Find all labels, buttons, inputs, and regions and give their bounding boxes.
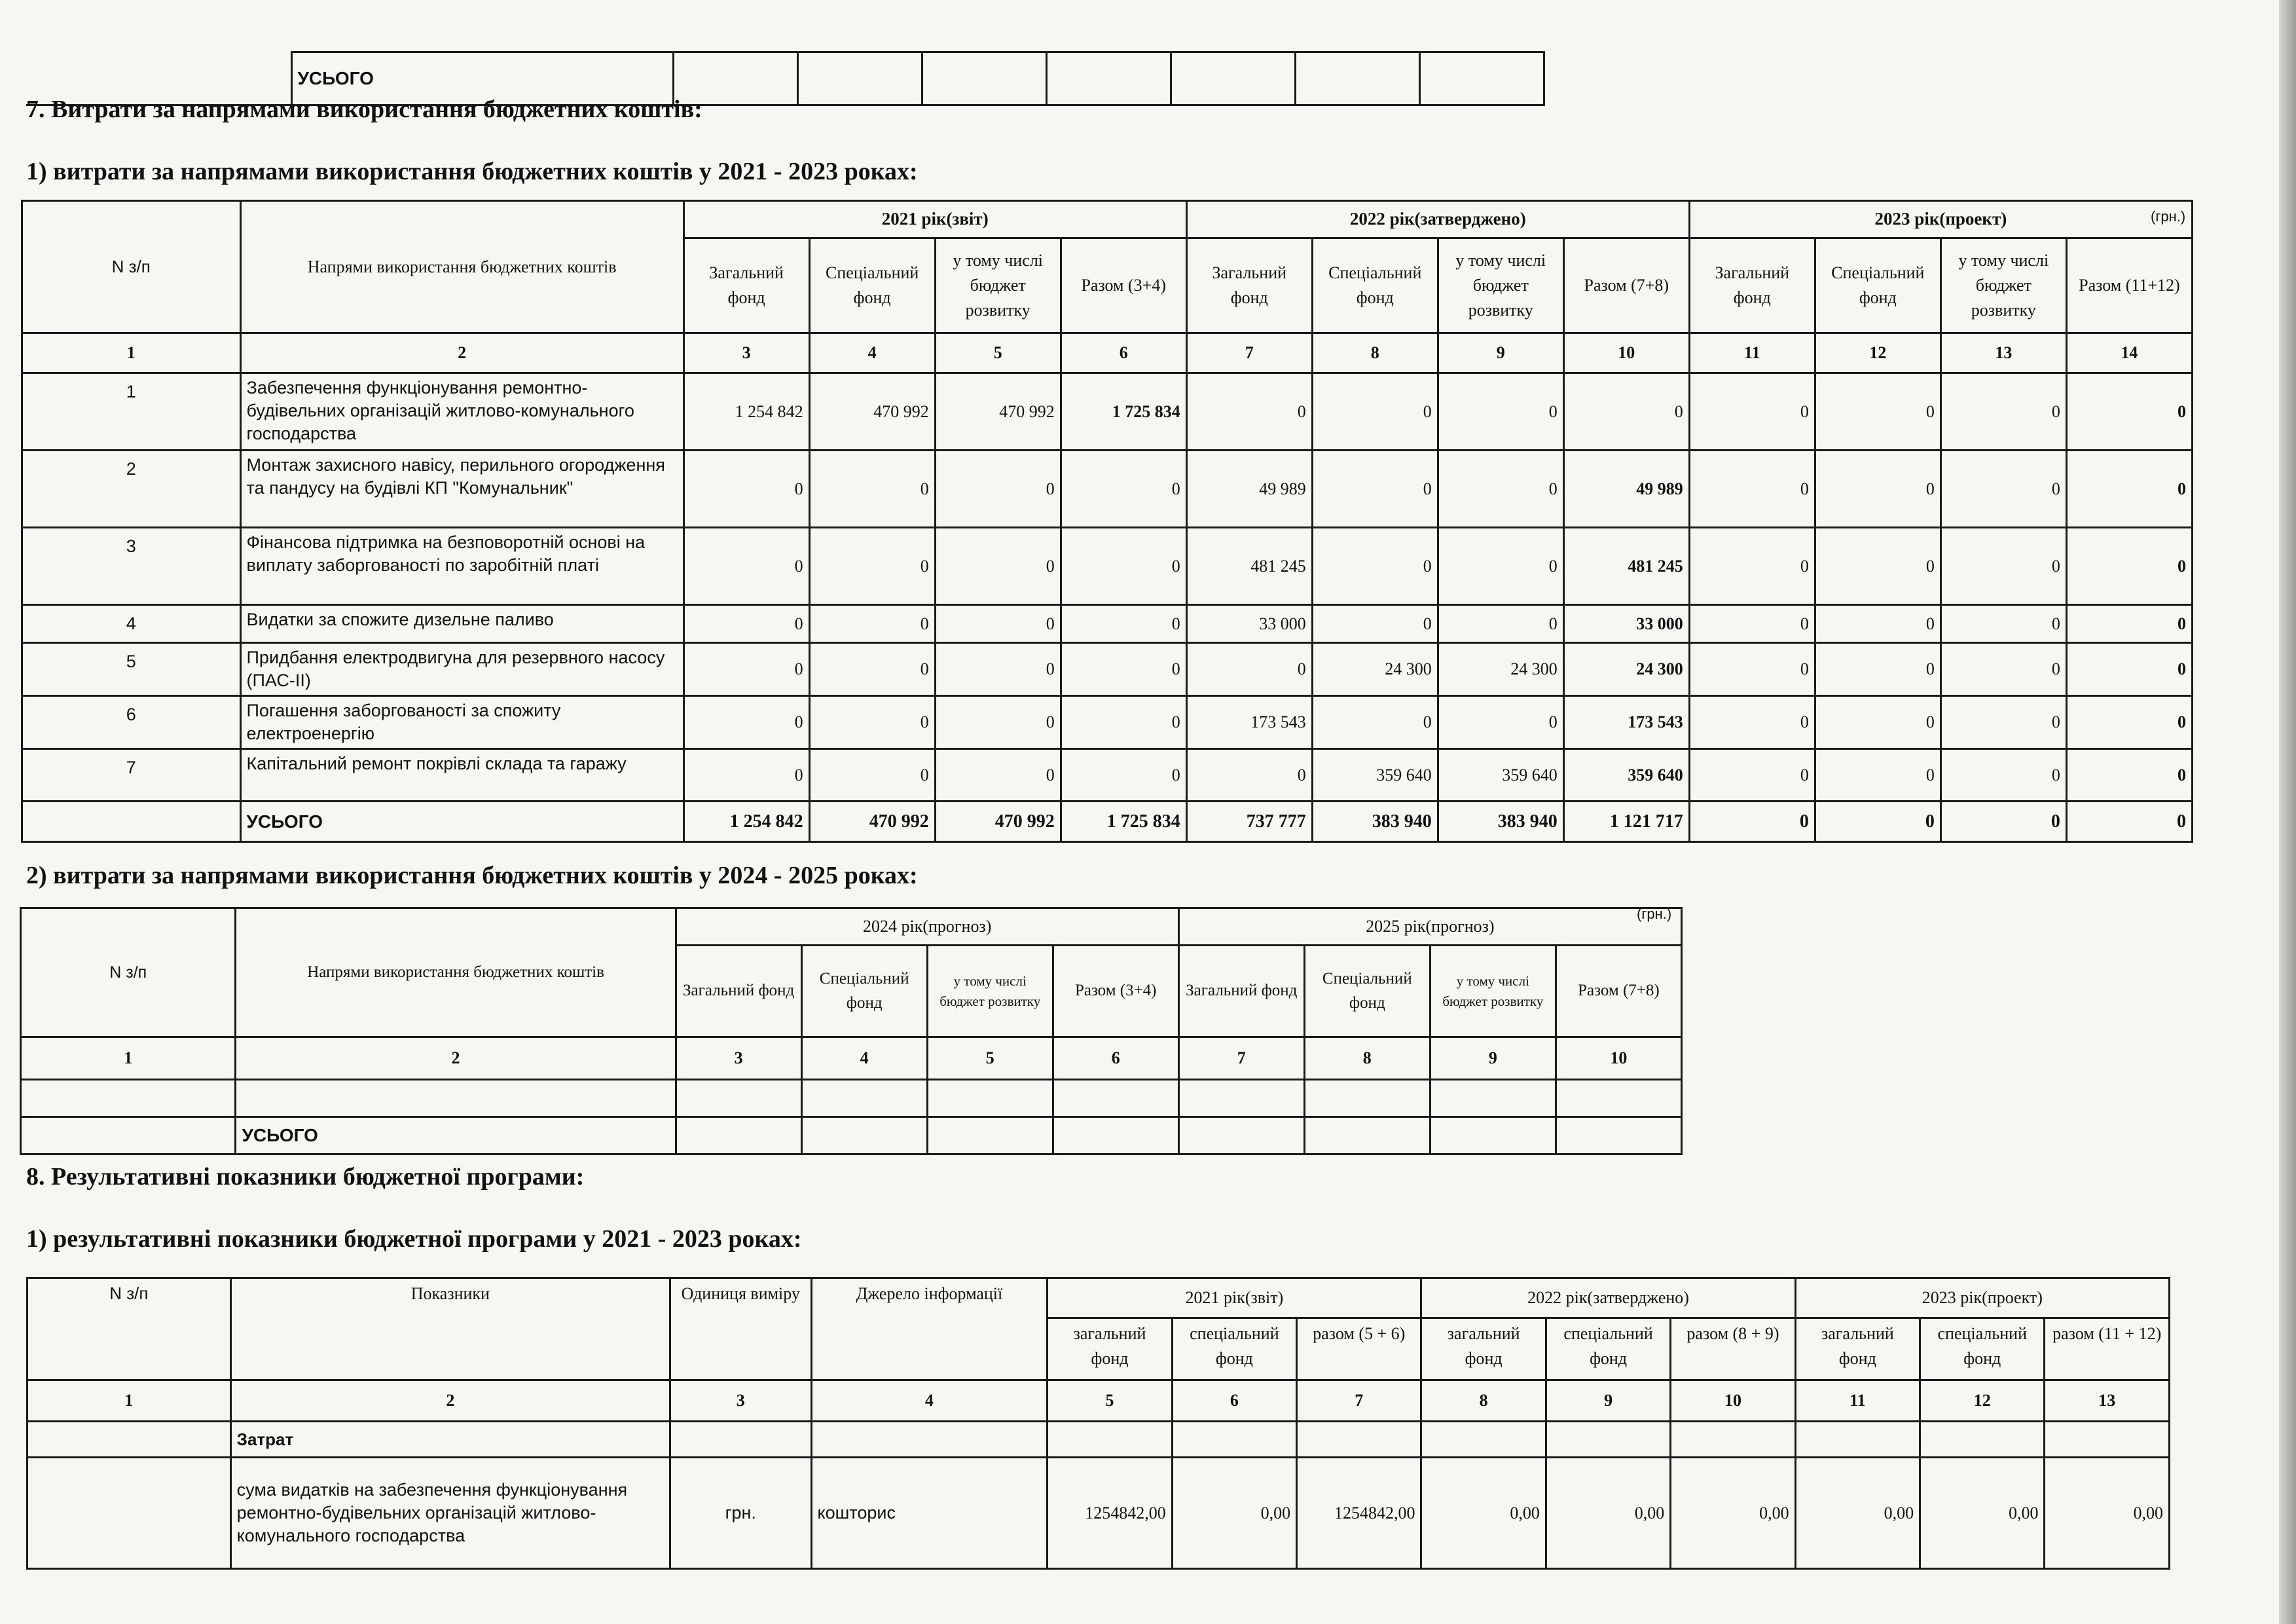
expenditures-2021-2023-table <box>21 200 2193 843</box>
value-cell: 1 254 842 <box>683 373 809 451</box>
value-cell: 481 245 <box>1563 528 1689 605</box>
value-cell: 0 <box>1061 605 1186 643</box>
subheader: спеціальний фонд <box>1172 1318 1296 1380</box>
value-cell: 0 <box>1941 373 2066 451</box>
section-8-1-title: 1) результативні показники бюджетної програми у 2021 - 2023 роках: <box>26 1225 802 1253</box>
subheader: загальний фонд <box>1795 1318 1920 1380</box>
value-cell: 0 <box>809 749 935 802</box>
value-cell: 0 <box>1815 749 1941 802</box>
value-cell: 0 <box>1689 696 1815 749</box>
indicator-name: сума видатків на забезпечення функціонування ремонтно-будівельних організацій житлово-комунального господарства <box>230 1458 670 1569</box>
col-indicator-header: Показники <box>230 1278 670 1380</box>
subheader: Загальний фонд <box>1689 238 1815 333</box>
row-number: 1 <box>22 373 241 451</box>
subheader: Спеціальний фонд <box>809 238 935 333</box>
value-cell: 0 <box>683 643 809 696</box>
value-cell: 0 <box>1815 373 1941 451</box>
direction-name: Видатки за спожите дизельне паливо <box>240 605 683 643</box>
value-cell: 0 <box>1815 605 1941 643</box>
value-cell: 0 <box>1563 373 1689 451</box>
value-cell: 0 <box>1186 373 1312 451</box>
subheader: Загальний фонд <box>683 238 809 333</box>
value-cell: 359 640 <box>1312 749 1438 802</box>
table-total-row: УСЬОГО 1 254 842 470 992 470 992 1 725 834 737 777 383 940 383 940 1 121 717 0 0 0 0 <box>22 802 2193 842</box>
subheader: загальний фонд <box>1421 1318 1546 1380</box>
value-cell: 0 <box>683 528 809 605</box>
value-cell: 0 <box>1815 528 1941 605</box>
page-edge-shadow <box>2279 0 2296 1624</box>
row-number: 5 <box>22 643 241 696</box>
value-cell: 0 <box>1061 451 1186 528</box>
value-cell: 0 <box>1815 451 1941 528</box>
value-cell: 0 <box>1438 696 1563 749</box>
value-cell: 0 <box>1941 605 2066 643</box>
value-cell: 24 300 <box>1563 643 1689 696</box>
indicator-unit: грн. <box>670 1458 811 1569</box>
value-cell: 0 <box>935 696 1061 749</box>
value-cell: 0 <box>935 605 1061 643</box>
table-row <box>21 1080 1682 1117</box>
value-cell: 24 300 <box>1438 643 1563 696</box>
performance-indicators-2021-2023-table <box>26 1277 2170 1570</box>
subheader: у тому числі бюджет розвитку <box>1941 238 2066 333</box>
expenditures-2024-2025-table <box>20 907 1683 1155</box>
subheader: спеціальний фонд <box>1920 1318 2045 1380</box>
subheader: у тому числі бюджет розвитку <box>1438 238 1563 333</box>
table-row <box>22 696 2193 749</box>
value-cell: 0 <box>809 528 935 605</box>
value-cell: 0 <box>2066 605 2192 643</box>
value-cell: 0 <box>1312 373 1438 451</box>
category-label: Затрат <box>230 1422 670 1458</box>
value-cell: 0 <box>1689 528 1815 605</box>
value-cell: 359 640 <box>1438 749 1563 802</box>
value-cell: 33 000 <box>1186 605 1312 643</box>
value-cell: 0 <box>1815 696 1941 749</box>
year-header-2025: 2025 рік(прогноз) <box>1178 908 1681 946</box>
section-8-title: 8. Результативні показники бюджетної програми: <box>26 1163 585 1190</box>
subheader: спеціальний фонд <box>1546 1318 1670 1380</box>
year-header-2024: 2024 рік(прогноз) <box>676 908 1178 946</box>
value-cell: 0 <box>935 528 1061 605</box>
value-cell: 470 992 <box>935 373 1061 451</box>
value-cell: 0 <box>1941 643 2066 696</box>
value-cell: 0 <box>2066 749 2192 802</box>
value-cell: 0 <box>1689 373 1815 451</box>
direction-name: Фінансова підтримка на безповоротній основі на виплату заборгованості по заробітній платі <box>240 528 683 605</box>
value-cell: 0 <box>935 749 1061 802</box>
year-header-2021: 2021 рік(звіт) <box>683 201 1186 238</box>
year-header-2021: 2021 рік(звіт) <box>1048 1278 1421 1318</box>
subheader: Разом (3+4) <box>1053 946 1178 1037</box>
value-cell: 0 <box>1941 749 2066 802</box>
row-number: 3 <box>22 528 241 605</box>
subheader: Спеціальний фонд <box>801 946 927 1037</box>
unit-label-table1: (грн.) <box>2151 208 2186 225</box>
table-row <box>22 605 2193 643</box>
col-n-header: N з/п <box>21 908 236 1037</box>
value-cell: 0 <box>2066 451 2192 528</box>
subheader: Разом (7+8) <box>1563 238 1689 333</box>
section-7-1-title: 1) витрати за напрямами використання бюджетних коштів у 2021 - 2023 роках: <box>26 158 918 185</box>
top-total-label: УСЬОГО <box>291 52 673 105</box>
value-cell: 0 <box>2066 643 2192 696</box>
value-cell: 0 <box>1061 749 1186 802</box>
row-number: 7 <box>22 749 241 802</box>
value-cell: 470 992 <box>809 373 935 451</box>
value-cell: 24 300 <box>1312 643 1438 696</box>
value-cell: 0 <box>1312 451 1438 528</box>
value-cell: 481 245 <box>1186 528 1312 605</box>
col-direction-header: Напрями використання бюджетних коштів <box>236 908 676 1037</box>
value-cell: 0 <box>1438 373 1563 451</box>
value-cell: 49 989 <box>1563 451 1689 528</box>
value-cell: 0 <box>1941 696 2066 749</box>
value-cell: 0 <box>1689 643 1815 696</box>
table-row <box>22 451 2193 528</box>
direction-name: Монтаж захисного навісу, перильного огородження та пандусу на будівлі КП "Комунальник" <box>240 451 683 528</box>
value-cell: 0 <box>1438 605 1563 643</box>
column-index-row: 1 2 3 4 5 6 7 8 9 10 11 12 13 14 <box>22 333 2193 373</box>
col-n-header: N з/п <box>27 1278 231 1380</box>
subheader: Спеціальний фонд <box>1815 238 1941 333</box>
direction-name: Придбання електродвигуна для резервного насосу (ПАС-ІІ) <box>240 643 683 696</box>
value-cell: 0 <box>1941 528 2066 605</box>
category-row <box>27 1422 2170 1458</box>
section-7-2-title: 2) витрати за напрямами використання бюджетних коштів у 2024 - 2025 роках: <box>26 862 918 889</box>
subheader: у тому числі бюджет розвитку <box>1430 946 1556 1037</box>
col-source-header: Джерело інформації <box>811 1278 1048 1380</box>
value-cell: 0 <box>2066 528 2192 605</box>
subheader: Спеціальний фонд <box>1304 946 1430 1037</box>
year-header-2023: 2023 рік(проект) <box>1689 201 2192 238</box>
value-cell: 0 <box>683 605 809 643</box>
subheader: у тому числі бюджет розвитку <box>927 946 1053 1037</box>
value-cell: 0 <box>1689 749 1815 802</box>
total-label: УСЬОГО <box>236 1117 676 1154</box>
value-cell: 1 725 834 <box>1061 373 1186 451</box>
subheader: Загальний фонд <box>676 946 801 1037</box>
total-label: УСЬОГО <box>240 802 683 842</box>
value-cell: 0 <box>683 696 809 749</box>
value-cell: 49 989 <box>1186 451 1312 528</box>
value-cell: 0 <box>809 696 935 749</box>
table-row <box>22 643 2193 696</box>
value-cell: 0 <box>809 643 935 696</box>
column-index-row: 1 2 3 4 5 6 7 8 9 10 11 12 13 <box>27 1380 2170 1422</box>
direction-name: Капітальний ремонт покрівлі склада та гаражу <box>240 749 683 802</box>
value-cell: 359 640 <box>1563 749 1689 802</box>
year-header-2022: 2022 рік(затверджено) <box>1421 1278 1795 1318</box>
table-row: сума видатків на забезпечення функціонування ремонтно-будівельних організацій житлово-комунального господарства грн. кошторис 1254842,00 0,00 1254842,00 0,00 0,00 0,00 0,00 0,00 0,00 <box>27 1458 2170 1569</box>
subheader: Загальний фонд <box>1178 946 1304 1037</box>
value-cell: 173 543 <box>1563 696 1689 749</box>
value-cell: 0 <box>935 451 1061 528</box>
subheader: у тому числі бюджет розвитку <box>935 238 1061 333</box>
value-cell: 0 <box>1438 451 1563 528</box>
value-cell: 0 <box>809 605 935 643</box>
subheader: разом (11 + 12) <box>2045 1318 2170 1380</box>
value-cell: 173 543 <box>1186 696 1312 749</box>
direction-name: Погашення заборгованості за спожиту електроенергію <box>240 696 683 749</box>
value-cell: 0 <box>1941 451 2066 528</box>
col-unit-header: Одиниця виміру <box>670 1278 811 1380</box>
indicator-source: кошторис <box>811 1458 1048 1569</box>
value-cell: 0 <box>2066 373 2192 451</box>
value-cell: 0 <box>1312 696 1438 749</box>
row-number: 6 <box>22 696 241 749</box>
value-cell: 0 <box>2066 696 2192 749</box>
unit-label-table2: (грн.) <box>1637 906 1672 922</box>
row-number: 4 <box>22 605 241 643</box>
value-cell: 0 <box>1186 749 1312 802</box>
table-row <box>22 749 2193 802</box>
value-cell: 0 <box>935 643 1061 696</box>
year-header-2023: 2023 рік(проект) <box>1795 1278 2169 1318</box>
value-cell: 0 <box>1061 696 1186 749</box>
value-cell: 0 <box>1061 528 1186 605</box>
value-cell: 0 <box>1438 528 1563 605</box>
subheader: разом (8 + 9) <box>1671 1318 1795 1380</box>
section-7-title: 7. Витрати за напрямами використання бюджетних коштів: <box>26 96 702 123</box>
value-cell: 0 <box>1186 643 1312 696</box>
year-header-2022: 2022 рік(затверджено) <box>1186 201 1689 238</box>
subheader: Загальний фонд <box>1186 238 1312 333</box>
table-row <box>22 373 2193 451</box>
value-cell: 0 <box>809 451 935 528</box>
value-cell: 0 <box>1689 451 1815 528</box>
value-cell: 0 <box>1815 643 1941 696</box>
subheader: Спеціальний фонд <box>1312 238 1438 333</box>
subheader: Разом (3+4) <box>1061 238 1186 333</box>
table-row <box>22 528 2193 605</box>
subheader: Разом (7+8) <box>1556 946 1681 1037</box>
col-n-header: N з/п <box>22 201 241 333</box>
row-number: 2 <box>22 451 241 528</box>
value-cell: 33 000 <box>1563 605 1689 643</box>
subheader: Разом (11+12) <box>2066 238 2192 333</box>
column-index-row: 1 2 3 4 5 6 7 8 9 10 <box>21 1037 1682 1080</box>
value-cell: 0 <box>683 451 809 528</box>
value-cell: 0 <box>1312 605 1438 643</box>
value-cell: 0 <box>1312 528 1438 605</box>
value-cell: 0 <box>1689 605 1815 643</box>
value-cell: 0 <box>1061 643 1186 696</box>
subheader: загальний фонд <box>1048 1318 1172 1380</box>
direction-name: Забезпечення функціонування ремонтно-будівельних організацій житлово-комунального господарства <box>240 373 683 451</box>
table-total-row <box>21 1117 1682 1154</box>
subheader: разом (5 + 6) <box>1297 1318 1421 1380</box>
col-direction-header: Напрями використання бюджетних коштів <box>240 201 683 333</box>
value-cell: 0 <box>683 749 809 802</box>
